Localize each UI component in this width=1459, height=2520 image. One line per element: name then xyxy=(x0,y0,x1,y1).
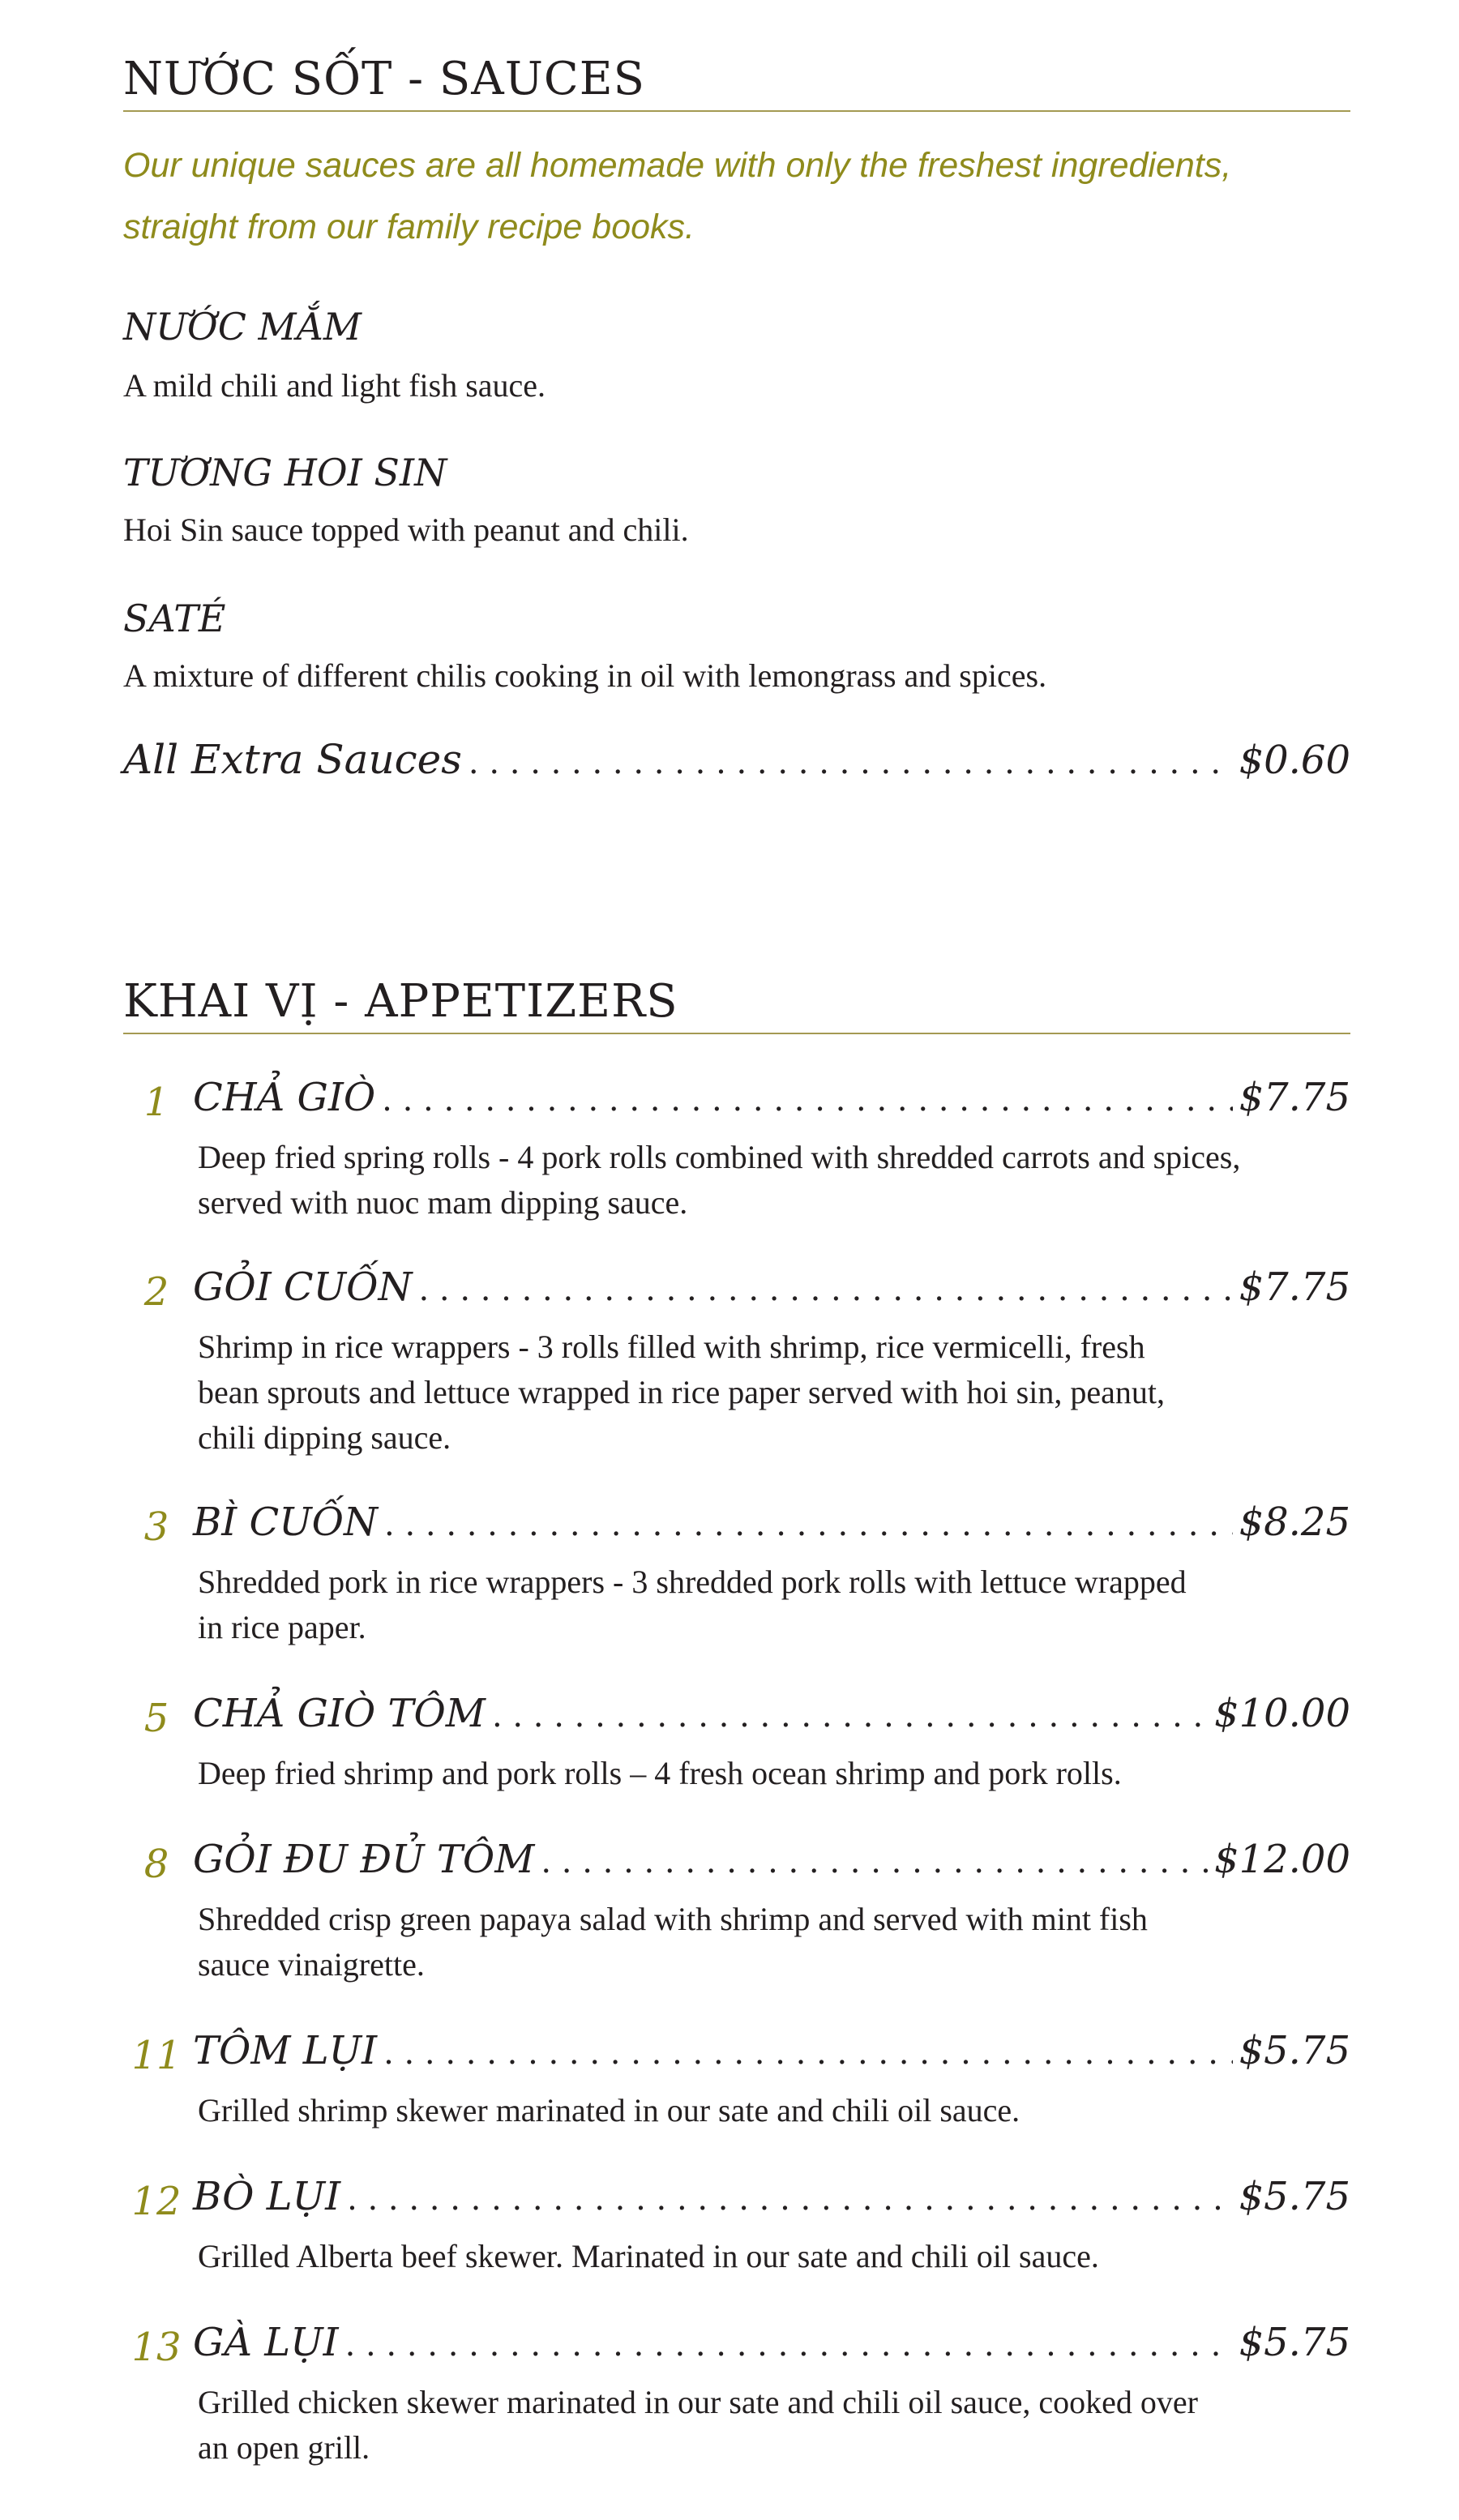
item-description: Shredded pork in rice wrappers - 3 shredded pork rolls with lettuce wrapped in rice paper. xyxy=(198,1564,1187,1645)
item-description: Shrimp in rice wrappers - 3 rolls filled with shrimp, rice vermicelli, fresh bean sprouts and lettuce wrapped in rice paper served with hoi sin, peanut, chili dipping sauce. xyxy=(198,1328,1165,1456)
menu-item-line xyxy=(193,2320,1350,2365)
sauces-intro: Our unique sauces are all homemade with only the freshest ingredients, straight from our family recipe books. xyxy=(123,146,1232,246)
menu-item-line xyxy=(193,2028,1350,2073)
item-description: Shredded crisp green papaya salad with shrimp and served with mint fish sauce vinaigrette. xyxy=(198,1901,1148,1983)
sauce-description: A mixture of different chilis cooking in oil with lemongrass and spices. xyxy=(123,657,1047,694)
item-price: $7.75 xyxy=(1239,1264,1350,1310)
sauce-description: A mild chili and light fish sauce. xyxy=(123,367,546,404)
sauce-name: SATÉ xyxy=(123,597,226,640)
item-number: 13 xyxy=(131,2325,182,2370)
menu-item-line xyxy=(193,1264,1350,1310)
item-price: $5.75 xyxy=(1239,2174,1350,2219)
menu-item-line xyxy=(193,1500,1350,1545)
item-description: Grilled Alberta beef skewer. Marinated in our sate and chili oil sauce. xyxy=(198,2238,1099,2274)
sauces-heading: NƯỚC SỐT - SAUCES xyxy=(123,57,1350,112)
dot-leader xyxy=(492,1697,1208,1735)
menu-item-line xyxy=(193,1075,1350,1120)
item-number: 8 xyxy=(143,1842,169,1887)
item-description: Deep fried shrimp and pork rolls – 4 fresh ocean shrimp and pork rolls. xyxy=(198,1755,1122,1791)
item-name: CHẢ GIÒ xyxy=(193,1075,376,1120)
item-number: 12 xyxy=(131,2179,182,2224)
extra-sauces-label: All Extra Sauces xyxy=(123,736,462,783)
item-number: 5 xyxy=(143,1696,169,1741)
item-name: GỎI CUỐN xyxy=(193,1264,413,1310)
item-description: Grilled shrimp skewer marinated in our sate and chili oil sauce. xyxy=(198,2092,1020,2129)
item-price: $7.75 xyxy=(1239,1075,1350,1120)
item-price: $8.25 xyxy=(1239,1500,1350,1545)
item-number: 1 xyxy=(143,1080,169,1125)
item-name: GỎI ĐU ĐỦ TÔM xyxy=(193,1837,535,1882)
item-number: 11 xyxy=(131,2033,182,2078)
item-name: TÔM LỤI xyxy=(193,2028,378,2073)
item-price: $5.75 xyxy=(1239,2320,1350,2365)
menu-item-line xyxy=(193,2174,1350,2219)
dot-leader xyxy=(418,1271,1232,1308)
dot-leader xyxy=(384,1506,1233,1543)
menu-item-line xyxy=(193,1837,1350,1882)
dot-leader xyxy=(541,1843,1208,1880)
menu-item-line xyxy=(193,1691,1350,1736)
item-number: 3 xyxy=(143,1504,169,1550)
item-description: Deep fried spring rolls - 4 pork rolls combined with shredded carrots and spices, served with nuoc mam dipping sauce. xyxy=(198,1139,1241,1221)
item-price: $12.00 xyxy=(1214,1837,1350,1882)
extra-sauces-price: $0.60 xyxy=(1239,738,1350,783)
item-price: $10.00 xyxy=(1214,1691,1350,1736)
sauce-description: Hoi Sin sauce topped with peanut and chili. xyxy=(123,511,689,548)
dot-leader xyxy=(345,2326,1233,2364)
extra-sauces-line xyxy=(123,736,1350,783)
item-price: $5.75 xyxy=(1239,2028,1350,2073)
item-name: BÒ LỤI xyxy=(193,2174,341,2219)
dot-leader xyxy=(383,2034,1233,2072)
item-name: BÌ CUỐN xyxy=(193,1500,379,1545)
dot-leader xyxy=(347,2180,1233,2218)
item-description: Grilled chicken skewer marinated in our sate and chili oil sauce, cooked over an open grill. xyxy=(198,2384,1198,2466)
sauce-name: TƯƠNG HOI SIN xyxy=(123,451,447,494)
appetizers-heading: KHAI VỊ - APPETIZERS xyxy=(123,979,1350,1034)
item-name: CHẢ GIÒ TÔM xyxy=(193,1691,486,1736)
sauce-name: NƯỚC MẮM xyxy=(123,305,362,349)
item-name: GÀ LỤI xyxy=(193,2320,339,2365)
dot-leader xyxy=(469,744,1233,781)
item-number: 2 xyxy=(143,1269,169,1315)
dot-leader xyxy=(382,1081,1232,1119)
